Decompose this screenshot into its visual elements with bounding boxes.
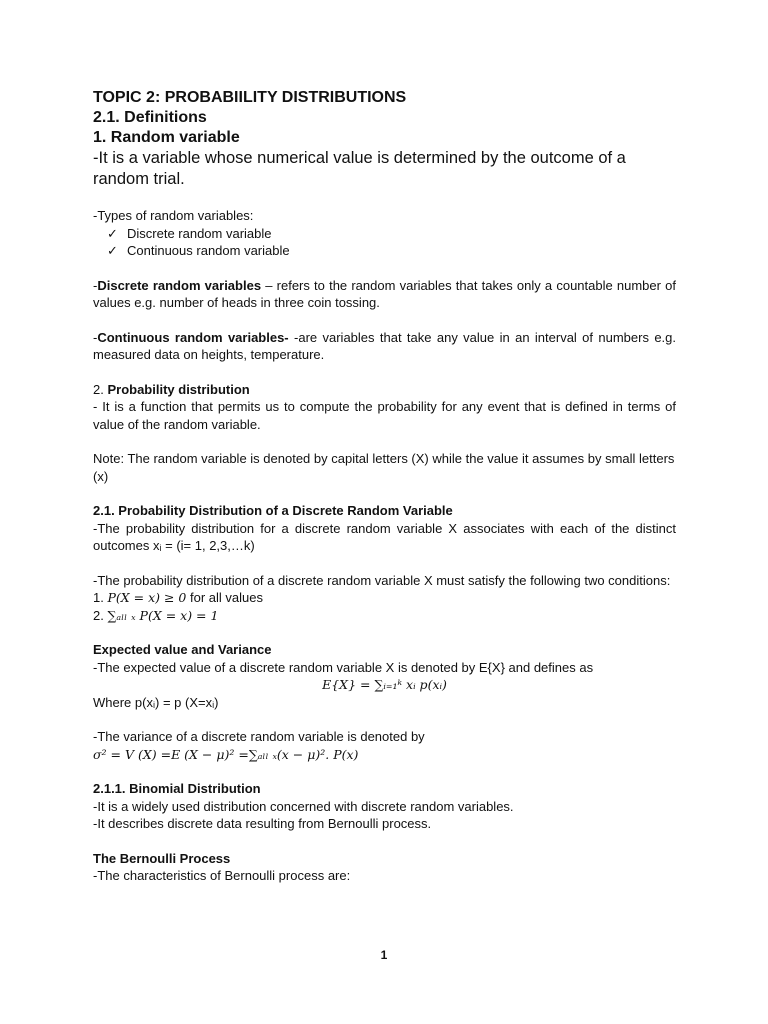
section-heading-bernoulli: The Bernoulli Process [93,850,231,866]
variance-intro: -The variance of a discrete random variable is denoted by [93,729,425,744]
types-intro: -Types of random variables: [93,208,254,223]
type-item-continuous: ✓ Continuous random variable [107,243,290,258]
binomial-line-1: -It is a widely used distribution concerned with discrete random variables. [93,798,514,814]
random-variable-definition: -It is a variable whose numerical value is determined by the outcome of a random trial. [93,149,626,188]
section-heading-discrete-distribution: 2.1. Probability Distribution of a Discrete Random Variable [93,503,453,518]
section-heading-expected-value: Expected value and Variance [93,642,272,657]
probability-distribution-heading: 2. Probability distribution [93,381,250,397]
expected-value-formula: E{X} = ∑ᵢ₌₁ᵏ xᵢ p(xᵢ) [322,677,447,692]
page-number: 1 [380,948,388,962]
condition-1: 1. P(X = x) ≥ 0 for all values [93,590,263,605]
conditions-intro: -The probability distribution of a discrete random variable X must satisfy the following two conditions: [93,572,671,588]
variance-formula: σ² = V (X) =E (X − μ)² =∑ₐₗₗ ₓ(x − μ)². P(x) [93,746,359,762]
where-clause: Where p(xᵢ) = p (X=xᵢ) [93,694,219,710]
section-heading-random-variable: 1. Random variable [93,129,240,146]
document-page [93,88,676,885]
continuous-definition: -Continuous random variables- -are variables that take any value in an interval of numbers e.g. measured data on heights, temperature. [93,329,676,362]
check-icon: ✓ [107,225,118,241]
probability-distribution-definition: - It is a function that permits us to compute the probability for any event that is defined in terms of value of the random variable. [93,399,676,432]
discrete-distribution-definition: -The probability distribution for a discrete random variable X associates with each of the distinct outcomes xᵢ = (i= 1, 2,3,…k) [93,520,676,553]
page-title: TOPIC 2: PROBABIILITY DISTRIBUTIONS [93,89,407,106]
condition-2: 2. ∑ₐₗₗ ₓ P(X = x) = 1 [93,607,219,623]
discrete-definition: -Discrete random variables – refers to the random variables that takes only a countable number of values e.g. number of heads in three coin tossing. [93,277,676,310]
note: Note: The random variable is denoted by capital letters (X) while the value it assumes by small letters (x) [93,451,675,484]
expected-value-definition: -The expected value of a discrete random variable X is denoted by E{X} and defines as [93,659,594,675]
section-heading-definitions: 2.1. Definitions [93,109,207,126]
section-heading-binomial: 2.1.1. Binomial Distribution [93,781,261,796]
check-icon: ✓ [107,243,118,258]
bernoulli-line-1: -The characteristics of Bernoulli process are: [93,868,351,883]
type-item-discrete: ✓ Discrete random variable [107,225,272,241]
binomial-line-2: -It describes discrete data resulting from Bernoulli process. [93,816,432,831]
